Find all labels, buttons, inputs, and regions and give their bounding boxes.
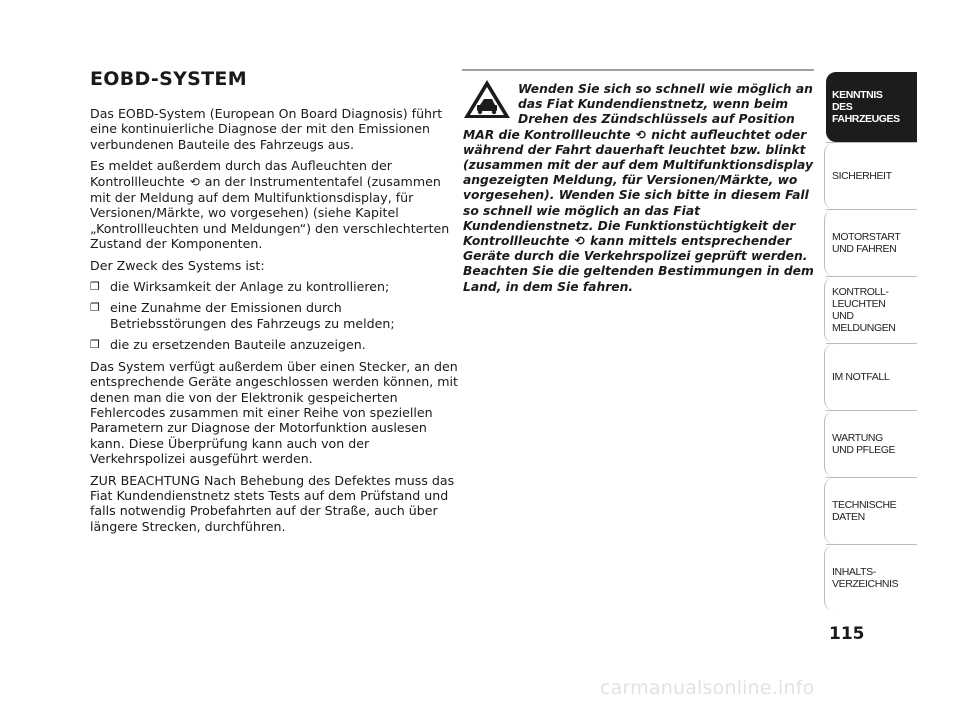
watermark: carmanualsonline.info [600,677,815,699]
tab-motorstart[interactable]: MOTORSTART UND FAHREN [826,209,917,276]
engine-warning-icon: ⟲ [574,234,585,249]
list-item: ❒ die Wirksamkeit der Anlage zu kontrollieren; [90,279,390,295]
main-text-column [90,106,458,540]
page-title: EOBD-SYSTEM [90,68,247,90]
paragraph-indicator: Es meldet außerdem durch das Aufleuchten der Kontrollleuchte ⟲ an der Instrumententafel (zusammen mit der Meldung auf dem Multifunktionsdisplay, für Versionen/Märkte, wo vorgesehen) (siehe Kapitel „Kontrollleuchten und Meldungen“) den verschlechterten Zustand der Komponenten. [90,158,450,252]
tab-technische-daten[interactable]: TECHNISCHE DATEN [826,477,917,544]
paragraph-purpose: Der Zweck des Systems ist: [90,257,265,273]
tab-sicherheit[interactable]: SICHERHEIT [826,142,917,209]
list-item: ❒ die zu ersetzenden Bauteile anzuzeigen. [90,337,366,353]
tab-inhaltsverzeichnis[interactable]: INHALTS- VERZEICHNIS [826,544,917,611]
engine-warning-icon: ⟲ [635,127,646,142]
list-item: ❒ eine Zunahme der Emissionen durch Betriebsstörungen des Fahrzeugs zu melden; [90,300,395,331]
warning-divider [462,69,814,71]
paragraph-intro: Das EOBD-System (European On Board Diagnosis) führt eine kontinuierliche Diagnose der mit den Emissionen verbundenen Bauteile des Fahrzeugs aus. [90,106,443,152]
page-number: 115 [829,624,865,644]
tab-kontrollleuchten[interactable]: KONTROLL- LEUCHTEN UND MELDUNGEN [826,276,917,343]
tab-wartung[interactable]: WARTUNG UND PFLEGE [826,410,917,477]
tab-kenntnis[interactable]: KENNTNIS DES FAHRZEUGES [826,72,917,142]
paragraph-note: ZUR BEACHTUNG Nach Behebung des Defektes muss das Fiat Kundendienstnetz stets Tests auf dem Prüfstand und falls notwendig Probefahrten auf der Straße, auch über längere Strecken, durchführen. [90,472,455,534]
chapter-tabs [826,72,917,611]
engine-warning-icon: ⟲ [189,174,200,189]
checkbox-bullet-icon: ❒ [90,301,100,315]
checkbox-bullet-icon: ❒ [90,338,100,352]
checkbox-bullet-icon: ❒ [90,280,100,294]
warning-text: Wenden Sie sich so schnell wie möglich an das Fiat Kundendienstnetz, wenn beim Drehen des Zündschlüssels auf Position MAR die Kontrollleuchte ⟲ nicht aufleuchtet oder während der Fahrt dauerhaft leuchtet bzw. blinkt (zusammen mit der auf dem Multifunktionsdisplay angezeigten Meldung, für Versionen/Märkte, wo vorgesehen). Wenden Sie sich bitte in diesem Fall so schnell wie möglich an das Fiat Kundendienstnetz. Die Funktionstüchtigkeit der Kontrollleuchte ⟲ kann mittels entsprechender Geräte durch die Verkehrspolizei geprüft werden. Beachten Sie die geltenden Bestimmungen in dem Land, in dem Sie fahren. [463,82,814,294]
tab-im-notfall[interactable]: IM NOTFALL [826,343,917,410]
paragraph-connector: Das System verfügt außerdem über einen Stecker, an den entsprechende Geräte angeschlossen werden können, mit denen man die von der Elektronik gespeicherten Fehlercodes zusammen mit einer Reihe von speziellen Parametern zur Diagnose der Motorfunktion auslesen kann. Diese Überprüfung kann auch von der Verkehrspolizei ausgeführt werden. [90,358,458,467]
